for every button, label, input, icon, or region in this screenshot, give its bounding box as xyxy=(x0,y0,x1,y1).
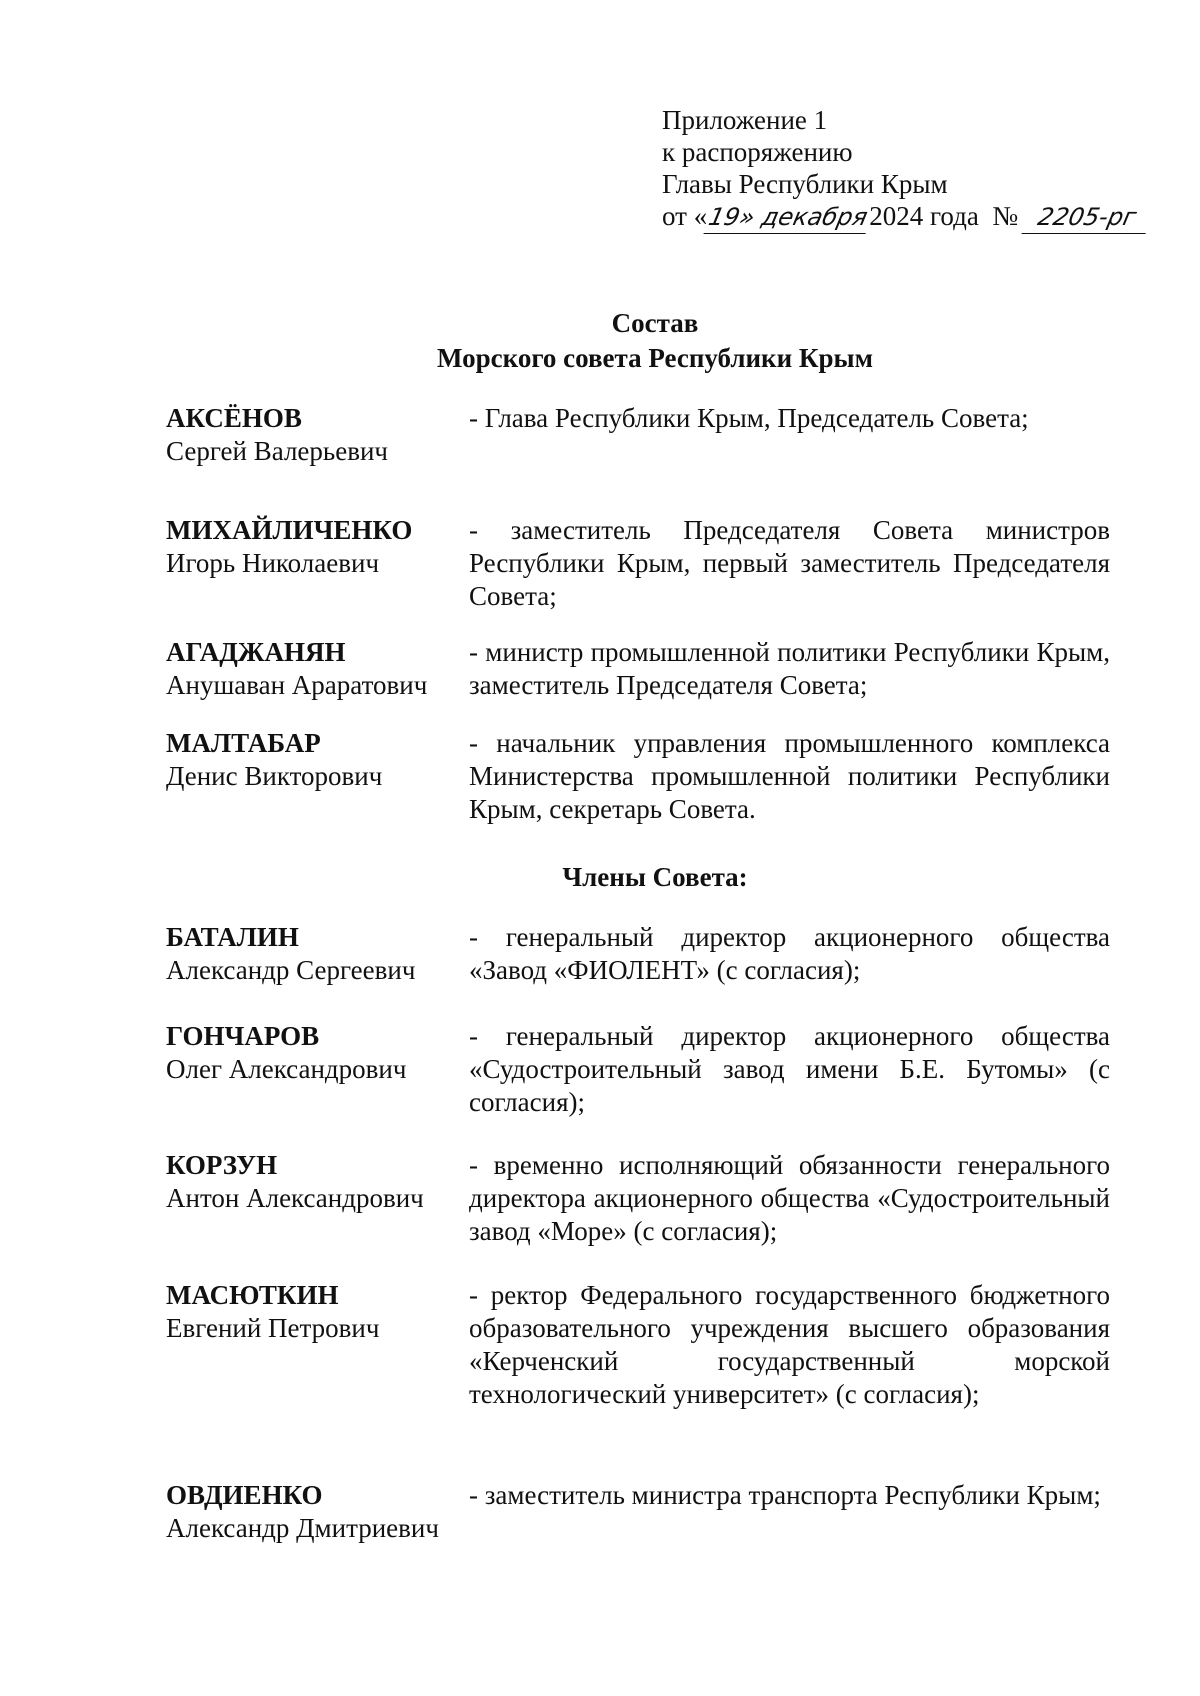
member-surname: ОВДИЕНКО xyxy=(166,1480,323,1510)
member-role: - генеральный директор акционерного общества «Судостроительный завод имени Б.Е. Бутомы» (с согласия); xyxy=(469,1021,1110,1117)
handwritten-number: 2205-рг xyxy=(1021,201,1152,234)
member-role: - ректор Федерального государственного бюджетного образовательного учреждения высшего образования «Керченский государственный морской технологический университет» (с согласия); xyxy=(469,1280,1110,1409)
member-given-name: Игорь Николаевич xyxy=(166,548,380,578)
member-name xyxy=(166,402,466,468)
member-name xyxy=(166,727,466,793)
member-given-name: Александр Дмитриевич xyxy=(166,1513,439,1543)
member-given-name: Антон Александрович xyxy=(166,1183,424,1213)
member-surname: БАТАЛИН xyxy=(166,922,299,952)
annex-line-2: к распоряжению xyxy=(662,137,853,167)
member-name xyxy=(166,1279,466,1345)
member-name xyxy=(166,1479,466,1545)
member-role: - начальник управления промышленного комплекса Министерства промышленной политики Республики Крым, секретарь Совета. xyxy=(469,728,1110,824)
member-role: - заместитель Председателя Совета министров Республики Крым, первый заместитель Председателя Совета; xyxy=(469,515,1110,611)
member-role: - министр промышленной политики Республики Крым, заместитель Председателя Совета; xyxy=(469,637,1110,700)
member-surname: МАСЮТКИН xyxy=(166,1280,339,1310)
member-given-name: Денис Викторович xyxy=(166,761,383,791)
member-surname: МАЛТАБАР xyxy=(166,728,321,758)
date-year: 2024 года xyxy=(869,201,979,231)
annex-line-3: Главы Республики Крым xyxy=(662,169,948,199)
member-surname: МИХАЙЛИЧЕНКО xyxy=(166,515,413,545)
annex-line-1: Приложение 1 xyxy=(662,105,828,135)
member-role: - генеральный директор акционерного общества «Завод «ФИОЛЕНТ» (с согласия); xyxy=(469,922,1110,985)
member-surname: ГОНЧАРОВ xyxy=(166,1021,320,1051)
member-role: - Глава Республики Крым, Председатель Совета; xyxy=(469,403,1029,433)
member-name xyxy=(166,1020,466,1086)
member-given-name: Евгений Петрович xyxy=(166,1313,380,1343)
document-subtitle: Морского совета Республики Крым xyxy=(437,343,873,373)
member-given-name: Александр Сергеевич xyxy=(166,955,416,985)
member-surname: АКСЁНОВ xyxy=(166,403,302,433)
document-title: Состав xyxy=(611,308,699,338)
annex-date-line xyxy=(662,200,1149,234)
member-name xyxy=(166,921,466,987)
member-given-name: Анушаван Араратович xyxy=(166,670,428,700)
member-given-name: Олег Александрович xyxy=(166,1054,407,1084)
member-surname: АГАДЖАНЯН xyxy=(166,637,346,667)
date-prefix: от « xyxy=(662,201,708,231)
member-given-name: Сергей Валерьевич xyxy=(166,436,388,466)
member-surname: КОРЗУН xyxy=(166,1150,278,1180)
member-role: - заместитель министра транспорта Республики Крым; xyxy=(469,1480,1101,1510)
member-name xyxy=(166,636,466,702)
number-prefix: № xyxy=(992,201,1019,231)
member-role: - временно исполняющий обязанности генерального директора акционерного общества «Судостроительный завод «Море» (с согласия); xyxy=(469,1150,1110,1246)
members-heading: Члены Совета: xyxy=(562,862,748,892)
handwritten-date: 19» декабря xyxy=(704,201,873,234)
member-name xyxy=(166,1149,466,1215)
annex-header xyxy=(662,104,1149,234)
member-name xyxy=(166,514,466,580)
